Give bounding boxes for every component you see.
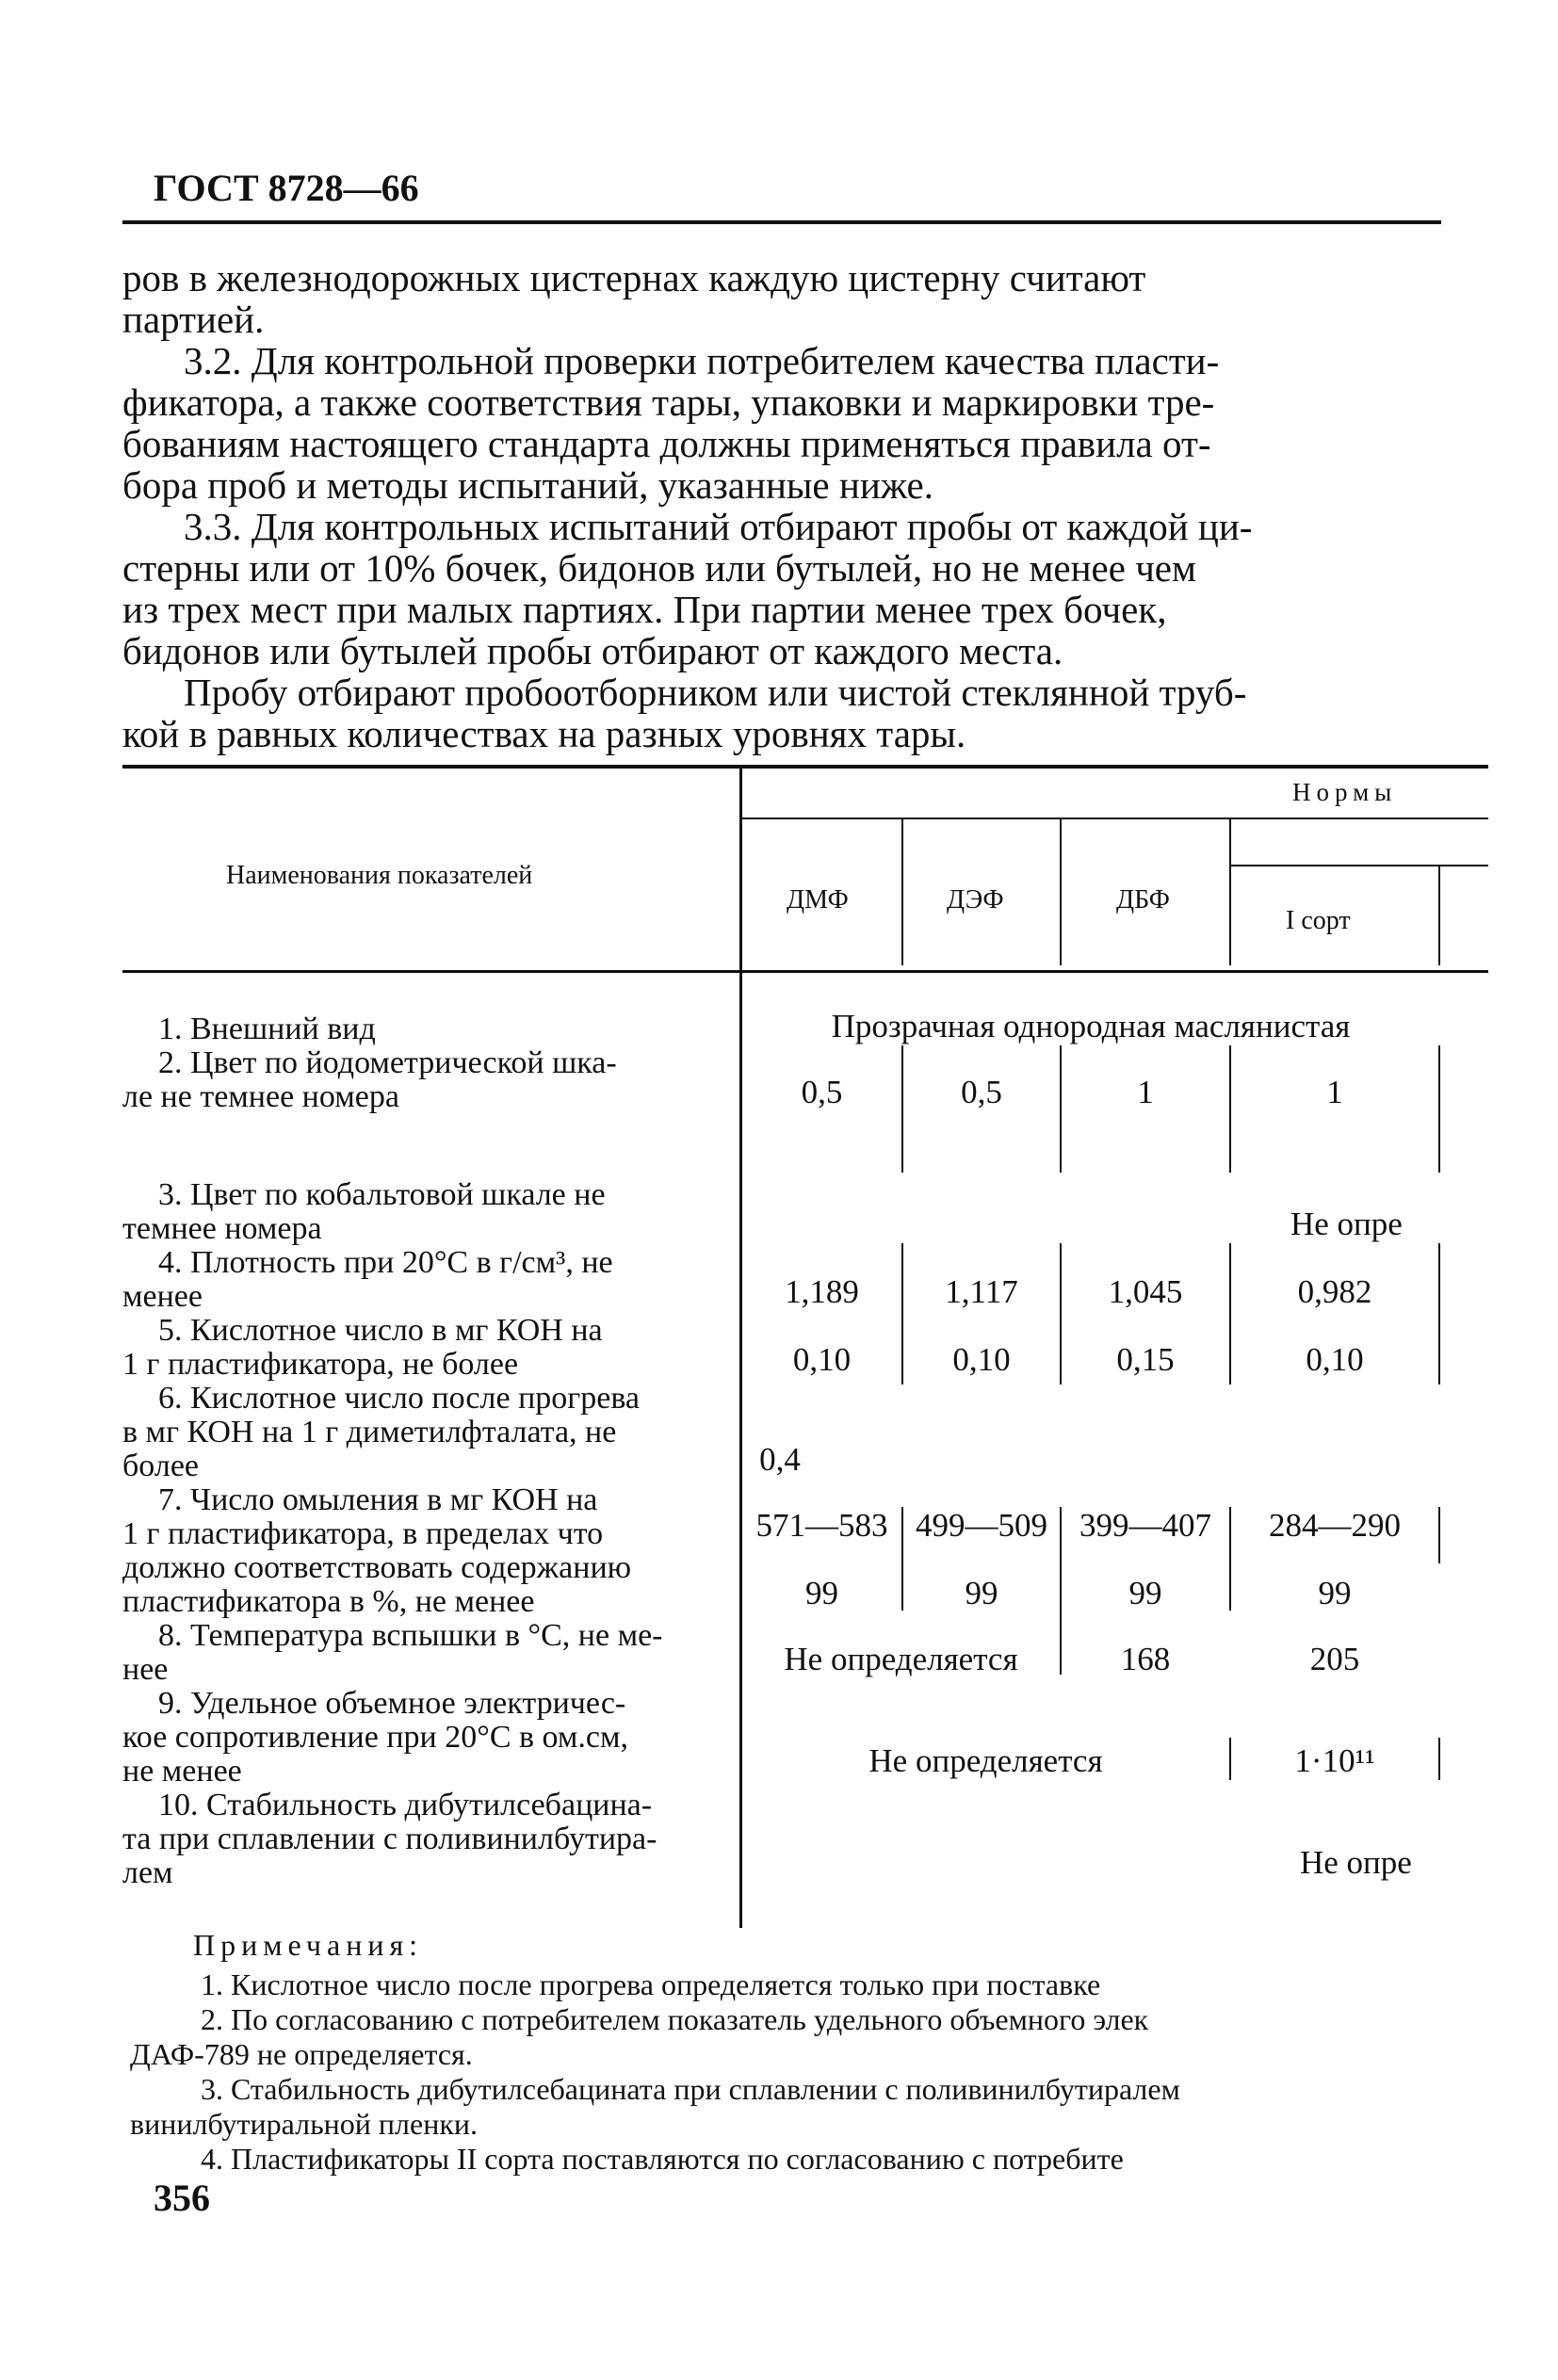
value-flash-grade-1: 205 xyxy=(1309,1641,1360,1677)
row-name-iodometric: ле не темнее номера xyxy=(122,1079,399,1114)
paragraph-line: бидонов или бутылей пробы отбирают от каждого места. xyxy=(122,629,1063,672)
table-grade-rule xyxy=(1231,865,1488,866)
table-top-rule xyxy=(122,765,1488,769)
value-flash-not-determined: Не определяется xyxy=(784,1641,1018,1677)
row-name-density: 4. Плотность при 20°С в г/см³, не xyxy=(158,1245,613,1280)
column-header-dbf: ДБФ xyxy=(1116,885,1170,915)
value-acid-dbf: 0,15 xyxy=(1116,1341,1175,1378)
column-header-name: Наименования показателей xyxy=(226,861,533,890)
paragraph-line: бованиям настоящего стандарта должны применяться правила от- xyxy=(122,422,1211,465)
column-header-dmf: ДМФ xyxy=(787,885,849,915)
row-name-cobalt: темнее номера xyxy=(122,1211,322,1246)
row-name-resistivity: кое сопротивление при 20°С в ом.см, xyxy=(122,1720,629,1755)
value-divider xyxy=(1438,1243,1440,1384)
value-iodometric-dmf: 0,5 xyxy=(801,1074,843,1110)
norms-header: Нормы xyxy=(1292,778,1398,806)
table-header-divider xyxy=(1060,819,1062,965)
row-name-flash-point: 8. Температура вспышки в °С, не ме- xyxy=(158,1618,663,1653)
column-header-def: ДЭФ xyxy=(947,885,1004,915)
paragraph-line: 3.2. Для контрольной проверки потребителем качества пласти- xyxy=(184,339,1220,382)
row-name-acid-heated: более xyxy=(122,1449,199,1483)
row-name-acid-heated: 6. Кислотное число после прогрева xyxy=(158,1381,641,1416)
paragraph-line: ров в железнодорожных цистернах каждую цистерну считают xyxy=(122,256,1146,300)
value-divider xyxy=(1438,1045,1440,1173)
header-rule xyxy=(122,220,1441,224)
row-name-stability: лем xyxy=(122,1855,173,1890)
value-iodometric-def: 0,5 xyxy=(961,1074,1002,1110)
value-saponification-dmf: 571—583 xyxy=(755,1507,888,1544)
value-acid-heated-dmf: 0,4 xyxy=(759,1441,801,1478)
note-line: винилбутиральной пленки. xyxy=(130,2107,479,2141)
note-line: 1. Кислотное число после прогрева определяется только при поставке xyxy=(201,1967,1101,2001)
column-header-grade-1: I сорт xyxy=(1286,906,1351,935)
paragraph-line: кой в равных количествах на разных уровнях тары. xyxy=(122,712,966,755)
paragraph-line: бора проб и методы испытаний, указанные ниже. xyxy=(122,463,933,507)
value-flash-dbf: 168 xyxy=(1120,1641,1171,1677)
row-name-saponification: 7. Число омыления в мг КОН на xyxy=(158,1482,598,1517)
value-acid-grade-1: 0,10 xyxy=(1306,1341,1364,1378)
row-name-flash-point: нее xyxy=(122,1652,169,1687)
value-content-def: 99 xyxy=(965,1575,998,1611)
value-content-dbf: 99 xyxy=(1128,1575,1162,1611)
row-name-iodometric: 2. Цвет по йодометрической шка- xyxy=(158,1045,617,1080)
row-name-cobalt: 3. Цвет по кобальтовой шкале не xyxy=(158,1177,606,1212)
value-saponification-def: 499—509 xyxy=(916,1507,1047,1544)
page-number: 356 xyxy=(154,2177,210,2219)
row-name-saponification: 1 г пластификатора, в пределах что xyxy=(122,1516,604,1551)
document-header: ГОСТ 8728—66 xyxy=(154,167,419,209)
note-line: 4. Пластификаторы II сорта поставляются по согласованию с потребите xyxy=(201,2142,1124,2176)
value-iodometric-dbf: 1 xyxy=(1137,1074,1154,1110)
value-density-def: 1,117 xyxy=(945,1273,1018,1310)
value-density-dbf: 1,045 xyxy=(1108,1273,1183,1310)
value-acid-dmf: 0,10 xyxy=(792,1341,852,1378)
table-header-bottom-rule xyxy=(122,970,1488,973)
row-name-saponification: должно соответствовать содержанию xyxy=(122,1550,632,1585)
value-resistivity-grade-1: 1·10¹¹ xyxy=(1294,1742,1375,1779)
value-resistivity-not-determined: Не определяется xyxy=(868,1742,1103,1779)
row-name-saponification: пластификатора в %, не менее xyxy=(122,1584,535,1619)
row-name-stability: 10. Стабильность дибутилсебацина- xyxy=(158,1788,653,1822)
paragraph-line: стерны или от 10% бочек, бидонов или бутылей, но не менее чем xyxy=(122,546,1196,590)
paragraph-line: Пробу отбирают пробоотборником или чистой стеклянной труб- xyxy=(184,671,1247,714)
value-saponification-dbf: 399—407 xyxy=(1079,1507,1211,1544)
row-name-acid-heated: в мг КОН на 1 г диметилфталата, не xyxy=(122,1415,617,1449)
row-name-stability: та при сплавлении с поливинилбутира- xyxy=(122,1821,657,1856)
notes-title: Примечания: xyxy=(193,1928,424,1962)
note-line: ДАФ-789 не определяется. xyxy=(130,2037,473,2071)
table-header-divider xyxy=(1438,866,1440,965)
paragraph-line: из трех мест при малых партиях. При партии менее трех бочек, xyxy=(122,588,1167,631)
row-name-resistivity: не менее xyxy=(122,1754,242,1789)
note-line: 3. Стабильность дибутилсебацината при сплавлении с поливинилбутиралем xyxy=(201,2072,1180,2106)
value-acid-def: 0,10 xyxy=(952,1341,1011,1378)
table-header-divider xyxy=(1229,819,1231,965)
row-name-appearance: 1. Внешний вид xyxy=(158,1012,376,1046)
value-content-grade-1: 99 xyxy=(1318,1575,1352,1611)
paragraph-line: партией. xyxy=(122,298,265,341)
row-name-resistivity: 9. Удельное объемное электричес- xyxy=(158,1686,626,1721)
value-divider xyxy=(1438,1738,1440,1780)
table-header-divider xyxy=(901,819,903,965)
value-cobalt: Не опре xyxy=(1290,1206,1403,1242)
row-name-density: менее xyxy=(122,1279,203,1314)
value-stability: Не опре xyxy=(1300,1844,1412,1881)
value-appearance: Прозрачная однородная маслянистая xyxy=(831,1008,1351,1044)
note-line: 2. По согласованию с потребителем показатель удельного объемного элек xyxy=(201,2002,1149,2036)
value-divider xyxy=(1438,1507,1440,1563)
value-density-dmf: 1,189 xyxy=(785,1273,859,1310)
value-density-grade-1: 0,982 xyxy=(1297,1273,1372,1310)
value-iodometric-grade-1: 1 xyxy=(1326,1074,1343,1110)
paragraph-line: фикатора, а также соответствия тары, упаковки и маркировки тре- xyxy=(122,380,1215,424)
paragraph-line: 3.3. Для контрольных испытаний отбирают пробы от каждой ци- xyxy=(184,505,1253,548)
value-saponification-grade-1: 284—290 xyxy=(1269,1507,1401,1544)
row-name-acid: 5. Кислотное число в мг КОН на xyxy=(158,1313,603,1348)
value-content-dmf: 99 xyxy=(805,1575,838,1611)
table-norms-rule xyxy=(742,818,1488,819)
row-name-acid: 1 г пластификатора, не более xyxy=(122,1347,519,1382)
